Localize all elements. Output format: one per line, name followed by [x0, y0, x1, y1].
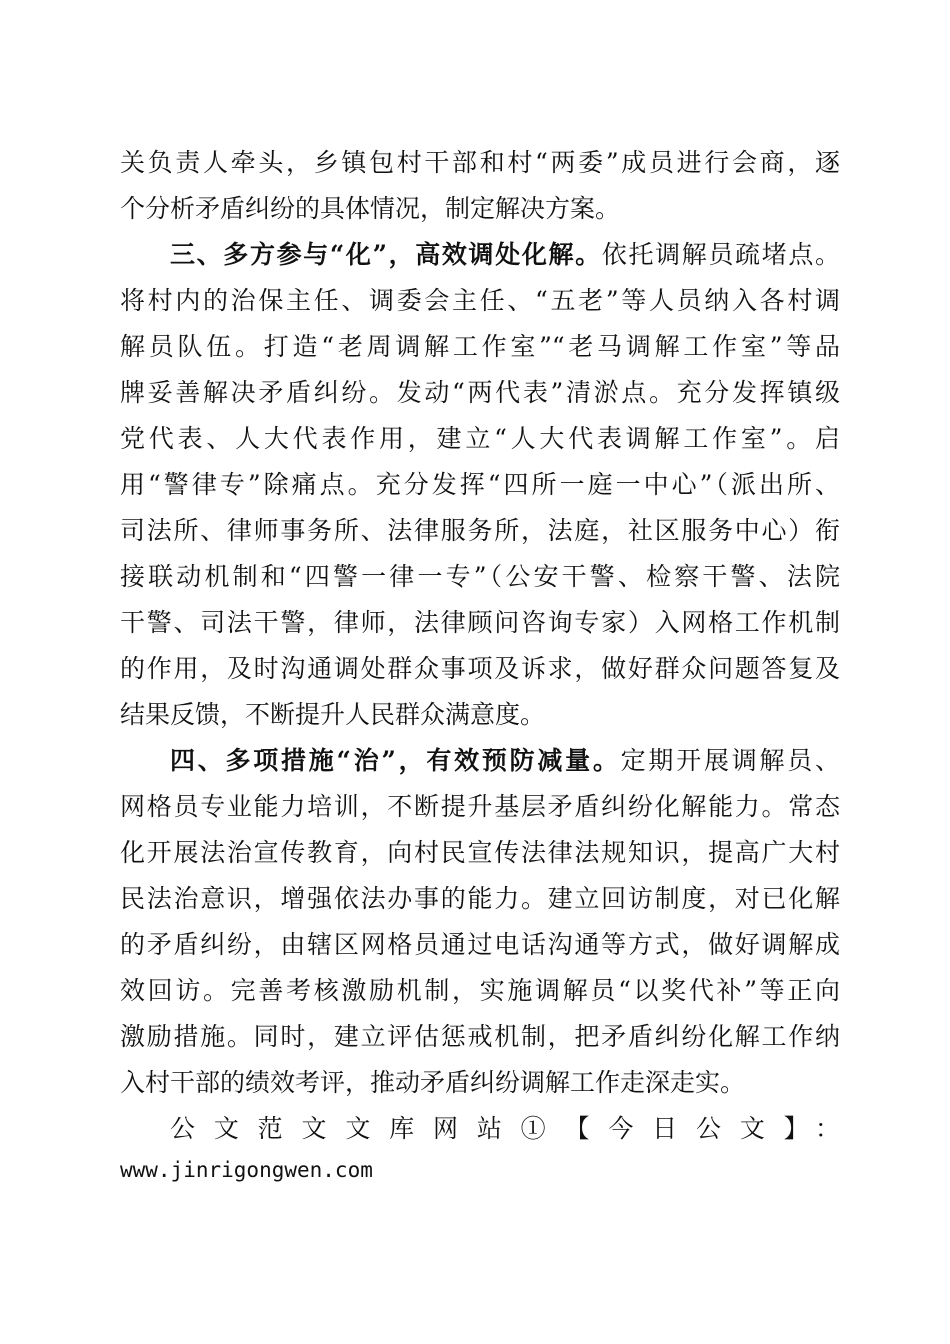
section-three-heading: 三、多方参与“化”，高效调处化解。	[170, 240, 602, 269]
body-line: 效回访。完善考核激励机制，实施调解员“以奖代补”等正向	[120, 976, 840, 1005]
body-line: 激励措施。同时，建立评估惩戒机制，把矛盾纠纷化解工作纳	[120, 1022, 840, 1051]
body-line: 接联动机制和“四警一律一专”（公安干警、检察干警、法院	[120, 562, 840, 591]
body-line: 结果反馈，不断提升人民群众满意度。	[120, 700, 546, 729]
section-four-lead-text: 定期开展调解员、	[620, 746, 840, 775]
body-line: 党代表、人大代表作用，建立“人大代表调解工作室”。启	[120, 424, 840, 453]
body-line: 化开展法治宣传教育，向村民宣传法律法规知识，提高广大村	[120, 838, 840, 867]
body-line: 关负责人牵头，乡镇包村干部和村“两委”成员进行会商，逐	[120, 148, 840, 177]
footer-site-line: 公文范文文库网站①【今日公文】：	[170, 1114, 840, 1143]
body-line: 入村干部的绩效考评，推动矛盾纠纷调解工作走深走实。	[120, 1068, 746, 1097]
body-line: 民法治意识，增强依法办事的能力。建立回访制度，对已化解	[120, 884, 840, 913]
body-line: 的矛盾纠纷，由辖区网格员通过电话沟通等方式，做好调解成	[120, 930, 840, 959]
section-four-first-line	[170, 738, 840, 784]
body-line: 干警、司法干警，律师，法律顾问咨询专家）入网格工作机制	[120, 608, 840, 637]
body-line: 网格员专业能力培训，不断提升基层矛盾纠纷化解能力。常态	[120, 792, 840, 821]
footer-url[interactable]: www.jinrigongwen.com	[120, 1158, 373, 1182]
section-four-heading: 四、多项措施“治”，有效预防减量。	[170, 746, 621, 775]
section-three-lead-text: 依托调解员疏堵点。	[601, 240, 840, 269]
body-line: 司法所、律师事务所、法律服务所，法庭，社区服务中心）衔	[120, 516, 840, 545]
body-line: 将村内的治保主任、调委会主任、“五老”等人员纳入各村调	[120, 286, 840, 315]
body-line: 个分析矛盾纠纷的具体情况，制定解决方案。	[120, 194, 621, 223]
body-line: 解员队伍。打造“老周调解工作室”“老马调解工作室”等品	[120, 332, 840, 361]
section-three-first-line	[170, 232, 840, 278]
body-line: 的作用，及时沟通调处群众事项及诉求，做好群众问题答复及	[120, 654, 840, 683]
body-line: 用“警律专”除痛点。充分发挥“四所一庭一中心”（派出所、	[120, 470, 840, 499]
body-line: 牌妥善解决矛盾纠纷。发动“两代表”清淤点。充分发挥镇级	[120, 378, 840, 407]
